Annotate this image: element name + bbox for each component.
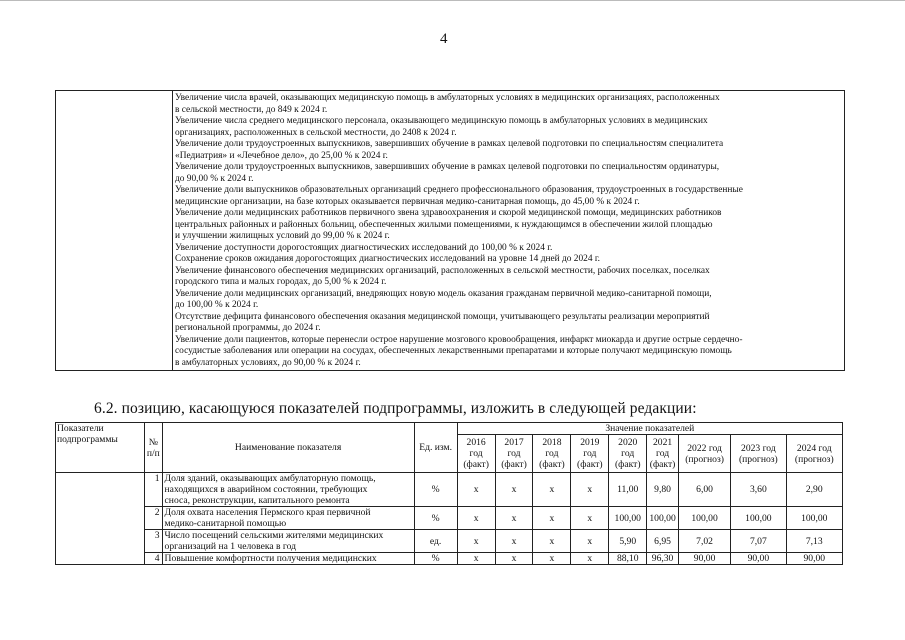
header-year-6: 2022 год (прогноз) — [678, 435, 730, 473]
value-cell: х — [571, 473, 609, 507]
goal-line: и улучшении жилищных условий до 99,00 % к 2024 г. — [175, 231, 390, 241]
value-cell: х — [457, 473, 495, 507]
goal-item — [175, 162, 841, 185]
value-cell: 96,30 — [647, 553, 679, 565]
header-year-5: 2021 год (факт) — [647, 435, 679, 473]
row-number: 3 — [145, 530, 162, 553]
goal-line: Увеличение доли трудоустроенных выпускников, завершивших обучение в рамках целевой подготовки по специальностям специалитета — [175, 139, 724, 149]
value-cell: х — [571, 530, 609, 553]
unit-cell: % — [414, 507, 457, 530]
unit-cell: % — [414, 473, 457, 507]
goal-item — [175, 139, 841, 162]
value-cell: 3,60 — [731, 473, 786, 507]
header-year-7: 2023 год (прогноз) — [731, 435, 786, 473]
header-year-1: 2017 год (факт) — [495, 435, 533, 473]
goal-line: Увеличение доли трудоустроенных выпускников, завершивших обучение в рамках целевой подготовки по специальностям ординатуры, — [175, 162, 720, 172]
goal-item — [175, 185, 841, 208]
goal-item — [175, 312, 841, 335]
value-cell: х — [571, 507, 609, 530]
goal-item — [175, 243, 841, 255]
header-year-0: 2016 год (факт) — [457, 435, 495, 473]
indicator-name: Число посещений сельскими жителями медицинских организаций на 1 человека в год — [162, 530, 414, 553]
goal-item — [175, 208, 841, 243]
goal-line: сосудистые заболевания или операции на сосудах, обеспеченных лекарственными препаратами и которые получают медицинскую помощь — [175, 346, 732, 356]
value-cell: х — [495, 473, 533, 507]
goal-line: Увеличение финансового обеспечения медицинских организаций, расположенных в сельской местности, рабочих поселках, поселках — [175, 265, 710, 276]
unit-cell: ед. — [414, 530, 457, 553]
value-cell: 100,00 — [678, 507, 730, 530]
goal-item — [175, 289, 841, 312]
header-number: № п/п — [145, 423, 162, 473]
goals-list — [173, 91, 845, 371]
indicator-name: Доля охвата населения Пермского края первичной медико-санитарной помощью — [162, 507, 414, 530]
value-cell: 2,90 — [786, 473, 842, 507]
table-row — [56, 553, 843, 565]
goal-line: в сельской местности, до 849 к 2024 г. — [175, 104, 328, 115]
top-border-line — [0, 0, 905, 1]
value-cell: х — [533, 530, 571, 553]
value-cell: 6,95 — [647, 530, 679, 553]
goal-line: Увеличение числа врачей, оказывающих медицинскую помощь в амбулаторных условиях в медицинских организациях, расположенных — [175, 93, 720, 103]
row-number: 1 — [145, 473, 162, 507]
header-indicators: Показатели подпрограммы — [56, 423, 145, 473]
header-year-2: 2018 год (факт) — [533, 435, 571, 473]
header-name: Наименование показателя — [162, 423, 414, 473]
goal-line: Сохранение сроков ожидания дорогостоящих диагностических исследований на уровне 14 дней до 2024 г. — [175, 254, 601, 264]
value-cell: х — [571, 553, 609, 565]
value-cell: 90,00 — [731, 553, 786, 565]
value-cell: х — [457, 553, 495, 565]
goals-table — [55, 90, 845, 371]
goal-line: Увеличение числа среднего медицинского персонала, оказывающего медицинскую помощь в амбулаторных условиях в медицинских — [175, 116, 708, 126]
goal-item — [175, 266, 841, 289]
goal-line: Увеличение доли медицинских организаций, внедряющих новую модель оказания гражданам первичной медико-санитарной помощи, — [175, 288, 712, 299]
goal-line: до 90,00 % к 2024 г. — [175, 173, 254, 184]
value-cell: 11,00 — [609, 473, 647, 507]
value-cell: х — [495, 507, 533, 530]
goal-line: Увеличение доли пациентов, которые перенесли острое нарушение мозгового кровообращения, инфаркт миокарда и другие острые сердечно- — [175, 334, 743, 345]
value-cell: 100,00 — [609, 507, 647, 530]
row-number: 2 — [145, 507, 162, 530]
value-cell: 5,90 — [609, 530, 647, 553]
indicators-blank-cell — [56, 473, 145, 565]
value-cell: х — [533, 507, 571, 530]
value-cell: 88,10 — [609, 553, 647, 565]
indicator-name: Повышение комфортности получения медицинских — [162, 553, 414, 565]
goal-line: до 100,00 % к 2024 г. — [175, 300, 259, 310]
value-cell: 7,07 — [731, 530, 786, 553]
value-cell: 6,00 — [678, 473, 730, 507]
unit-cell: % — [414, 553, 457, 565]
value-cell: 100,00 — [647, 507, 679, 530]
value-cell: х — [457, 507, 495, 530]
goal-line: в амбулаторных условиях, до 90,00 % к 2024 г. — [175, 357, 361, 368]
goal-item — [175, 116, 841, 139]
value-cell: 100,00 — [731, 507, 786, 530]
goal-line: организациях, расположенных в сельской местности, до 2408 к 2024 г. — [175, 127, 457, 138]
goal-item — [175, 93, 841, 116]
indicators-table — [55, 422, 843, 565]
header-year-3: 2019 год (факт) — [571, 435, 609, 473]
goal-line: Увеличение доли выпускников образовательных организаций среднего профессионального образования, трудоустроенных в государственные — [175, 185, 743, 195]
header-unit: Ед. изм. — [414, 423, 457, 473]
value-cell: 90,00 — [678, 553, 730, 565]
value-cell: х — [495, 530, 533, 553]
page-number: 4 — [440, 31, 448, 47]
value-cell: 7,13 — [786, 530, 842, 553]
goal-line: региональной программы, до 2024 г. — [175, 323, 321, 333]
value-cell: х — [533, 553, 571, 565]
value-cell: х — [457, 530, 495, 553]
indicator-name: Доля зданий, оказывающих амбулаторную помощь, находящихся в аварийном состоянии, требующих сноса, реконструкции, капитального ремонта — [162, 473, 414, 507]
goal-item — [175, 335, 841, 370]
section-heading: 6.2. позицию, касающуюся показателей подпрограммы, изложить в следующей редакции: — [94, 400, 697, 417]
header-year-4: 2020 год (факт) — [609, 435, 647, 473]
table-row — [56, 473, 843, 507]
value-cell: 9,80 — [647, 473, 679, 507]
goal-line: Увеличение доли медицинских работников первичного звена здравоохранения и скорой медицинской помощи, медицинских работников — [175, 208, 722, 218]
value-cell: 100,00 — [786, 507, 842, 530]
table-row — [56, 507, 843, 530]
goal-line: медицинские организации, на базе которых оказывается первичная медико-санитарная помощь, до 45,00 % к 2024 г. — [175, 196, 640, 207]
goal-item — [175, 254, 841, 266]
row-number: 4 — [145, 553, 162, 565]
goal-line: центральных районных и районных больниц, обеспеченных жилыми помещениями, к нуждающимся в обеспечении жилой площадью — [175, 219, 713, 230]
goals-left-column — [56, 91, 173, 371]
goal-line: «Педиатрия» и «Лечебное дело», до 25,00 % к 2024 г. — [175, 150, 388, 161]
header-values: Значение показателей — [457, 423, 842, 435]
header-year-8: 2024 год (прогноз) — [786, 435, 842, 473]
value-cell: 90,00 — [786, 553, 842, 565]
value-cell: х — [533, 473, 571, 507]
goal-line: городского типа и малых городах, до 5,00 % к 2024 г. — [175, 277, 387, 287]
goal-line: Отсутствие дефицита финансового обеспечения оказания медицинской помощи, учитывающего результаты реализации мероприятий — [175, 311, 710, 322]
value-cell: 7,02 — [678, 530, 730, 553]
goal-line: Увеличение доступности дорогостоящих диагностических исследований до 100,00 % к 2024 г. — [175, 242, 553, 253]
table-row — [56, 530, 843, 553]
value-cell: х — [495, 553, 533, 565]
